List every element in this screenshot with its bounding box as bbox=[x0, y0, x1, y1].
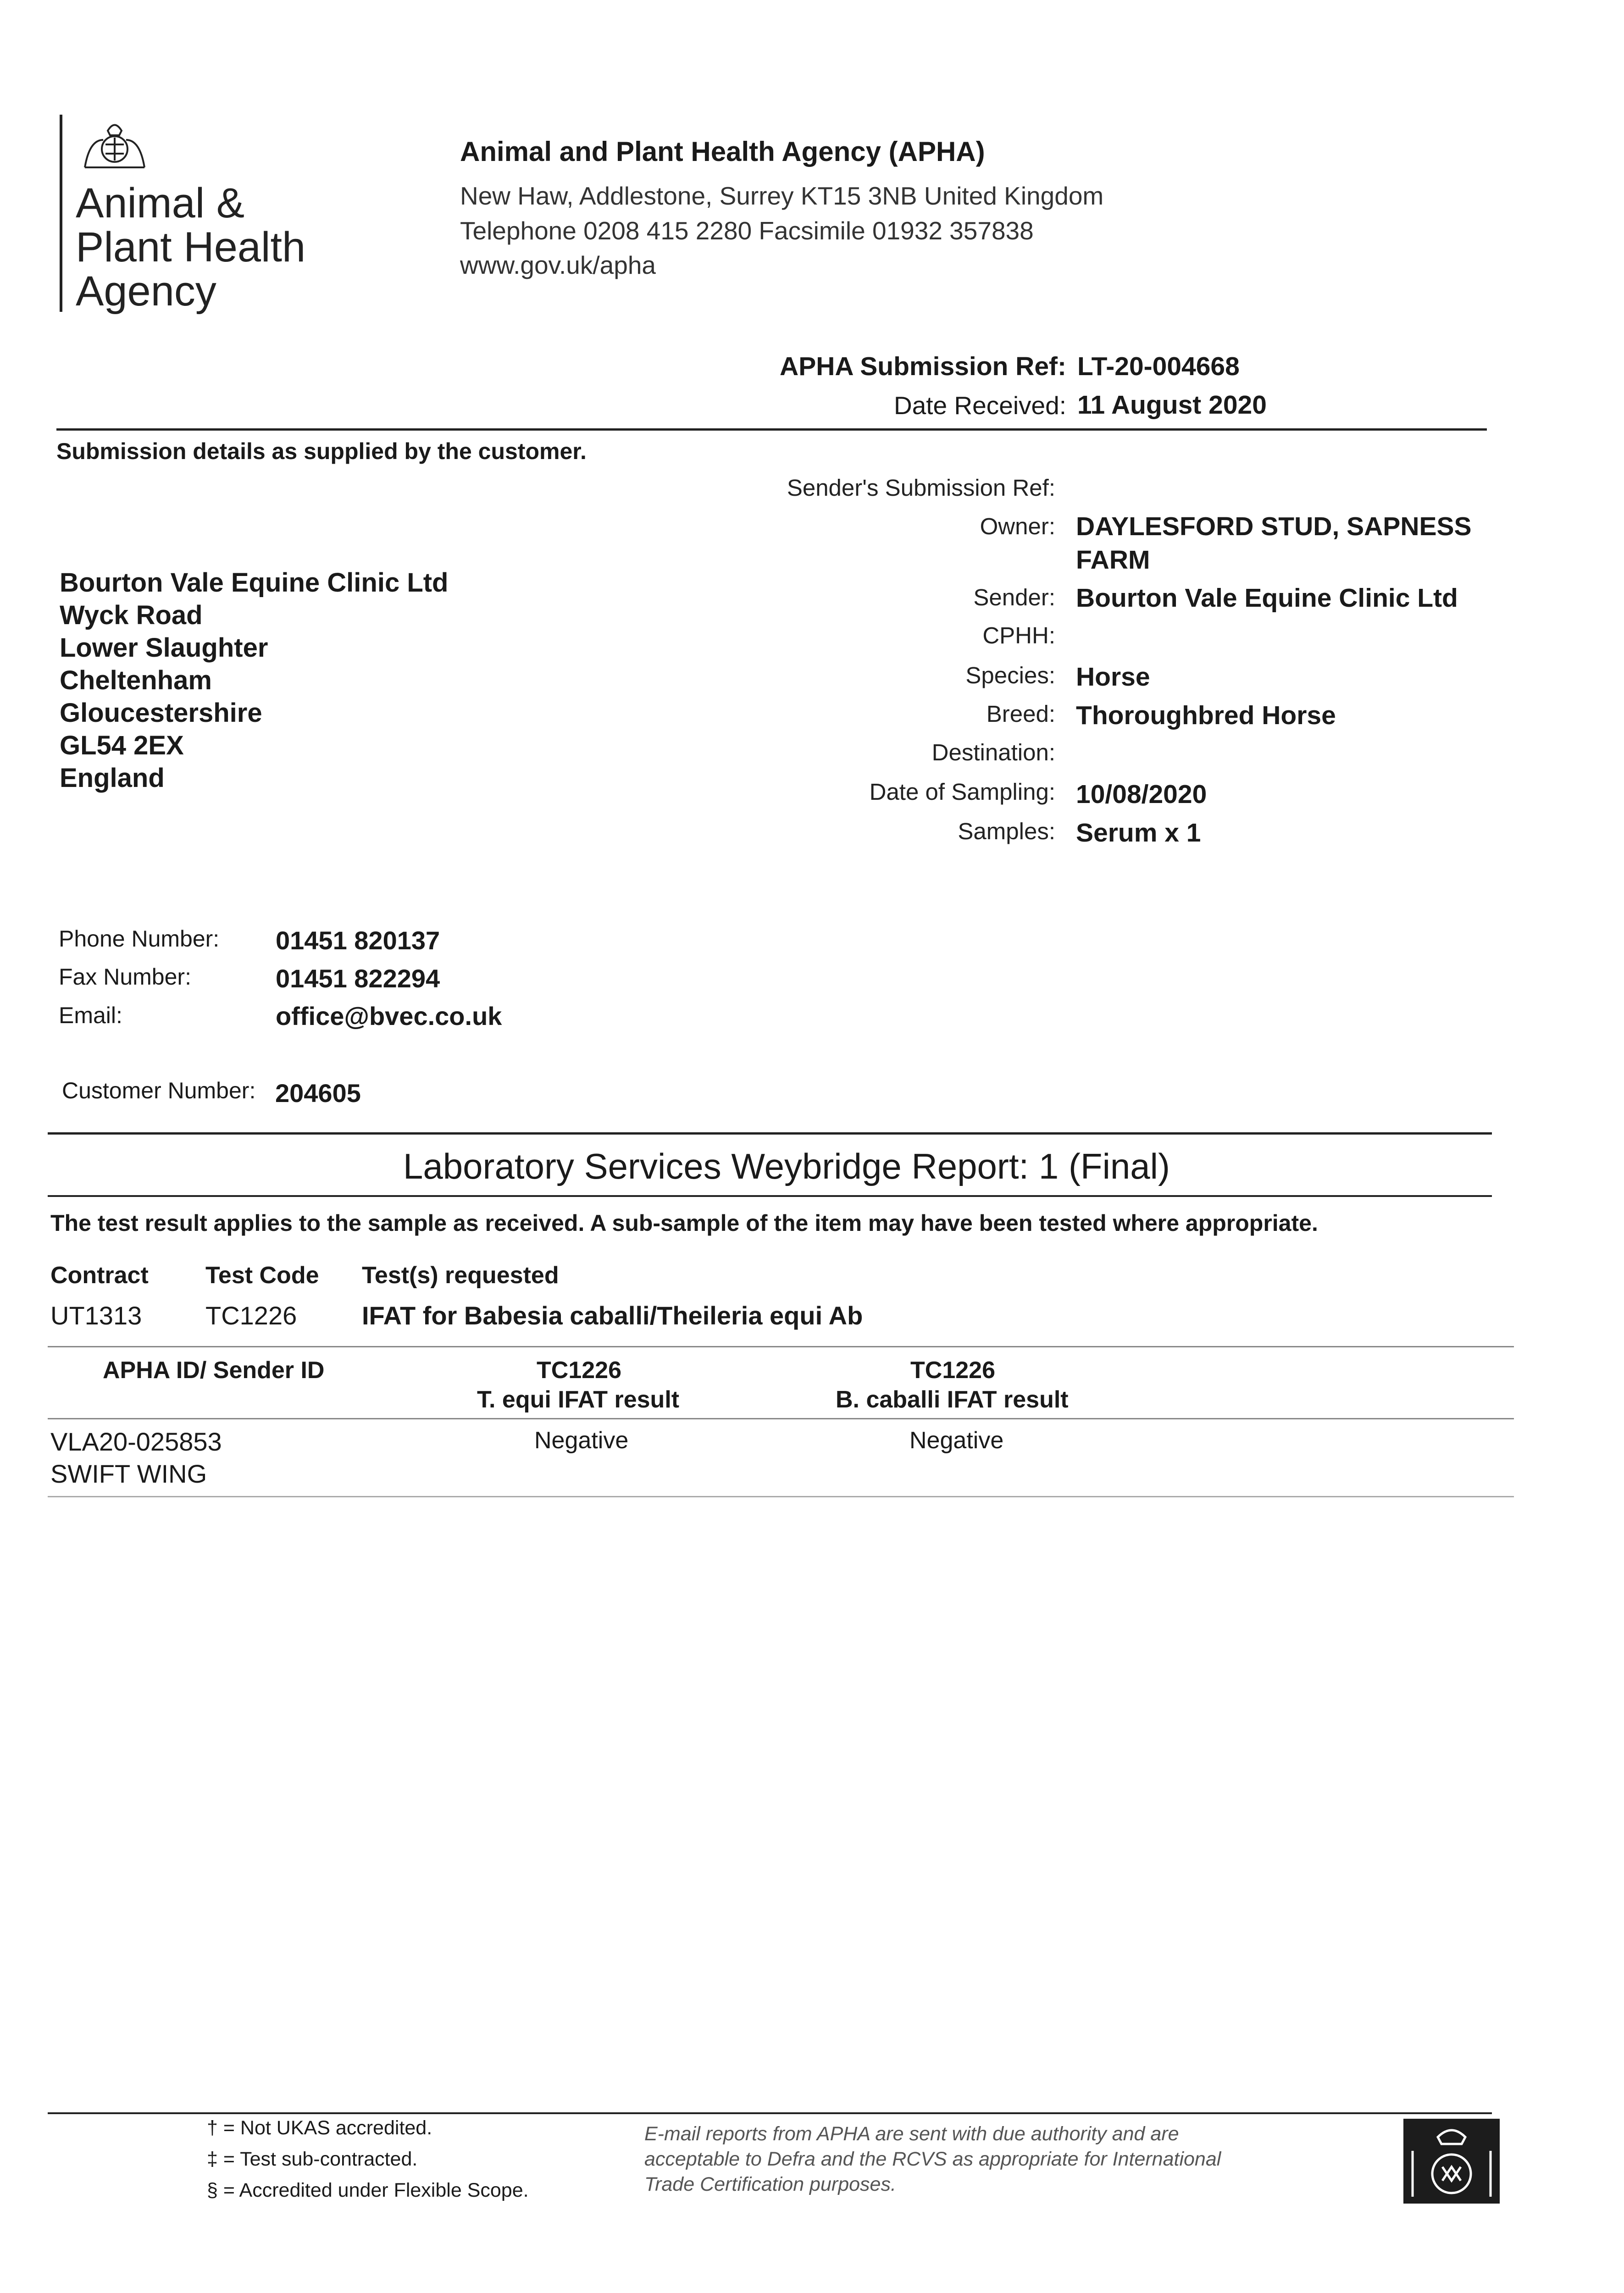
result-apha-id: VLA20-025853 bbox=[50, 1427, 222, 1456]
email-value: office@bvec.co.uk bbox=[276, 1002, 502, 1030]
results-col-bcaballi-code: TC1226 bbox=[910, 1357, 995, 1384]
address-line: Wyck Road bbox=[60, 600, 203, 630]
agency-address: New Haw, Addlestone, Surrey KT15 3NB United Kingdom bbox=[460, 182, 1104, 210]
address-line: England bbox=[60, 763, 165, 793]
fax-label: Fax Number: bbox=[59, 964, 191, 990]
email-label: Email: bbox=[59, 1002, 122, 1028]
customer-number-label: Customer Number: bbox=[62, 1078, 256, 1103]
address-line: Lower Slaughter bbox=[60, 633, 268, 663]
samples-label: Samples: bbox=[958, 818, 1055, 844]
address-line: Gloucestershire bbox=[60, 698, 262, 728]
footer-key-flexible-scope: § = Accredited under Flexible Scope. bbox=[207, 2179, 529, 2201]
agency-logo-text bbox=[76, 181, 305, 313]
date-received-label: Date Received: bbox=[893, 391, 1066, 420]
header-divider bbox=[56, 428, 1487, 431]
results-col-bcaballi-header: B. caballi IFAT result bbox=[836, 1386, 1069, 1413]
breed-label: Breed: bbox=[986, 701, 1055, 727]
phone-label: Phone Number: bbox=[59, 926, 220, 952]
results-col-id-header: APHA ID/ Sender ID bbox=[103, 1357, 325, 1384]
submission-note: Submission details as supplied by the customer. bbox=[56, 438, 587, 464]
result-bcaballi: Negative bbox=[909, 1427, 1004, 1454]
ukas-accreditation-icon bbox=[1403, 2119, 1500, 2204]
results-divider-top bbox=[48, 1346, 1514, 1347]
owner-value-1: DAYLESFORD STUD, SAPNESS bbox=[1076, 512, 1472, 541]
footer-key-subcontracted: ‡ = Test sub-contracted. bbox=[207, 2148, 418, 2170]
report-divider-top bbox=[48, 1132, 1492, 1135]
footer-note-line-1: E-mail reports from APHA are sent with due authority and are bbox=[644, 2123, 1179, 2145]
customer-address bbox=[60, 566, 449, 794]
sender-label: Sender: bbox=[973, 584, 1055, 610]
results-divider-mid bbox=[48, 1418, 1514, 1419]
date-received-value: 11 August 2020 bbox=[1077, 390, 1267, 420]
report-title: Laboratory Services Weybridge Report: 1 (Final) bbox=[403, 1146, 1170, 1186]
results-col-tequi-header: T. equi IFAT result bbox=[477, 1386, 680, 1413]
contract-header: Contract bbox=[50, 1262, 149, 1289]
royal-crest-icon bbox=[76, 117, 154, 177]
sampling-date-value: 10/08/2020 bbox=[1076, 780, 1207, 809]
test-code-header: Test Code bbox=[205, 1262, 319, 1289]
result-tequi: Negative bbox=[534, 1427, 629, 1454]
results-divider-bottom bbox=[48, 1496, 1514, 1497]
tests-requested-value: IFAT for Babesia caballi/Theileria equi Ab bbox=[362, 1301, 863, 1330]
footer-note-line-3: Trade Certification purposes. bbox=[644, 2173, 896, 2195]
logo-bar bbox=[60, 115, 62, 312]
samples-value: Serum x 1 bbox=[1076, 818, 1201, 847]
species-label: Species: bbox=[965, 662, 1055, 688]
footer-key-not-accredited: † = Not UKAS accredited. bbox=[207, 2117, 432, 2139]
species-value: Horse bbox=[1076, 662, 1150, 692]
result-sender-id: SWIFT WING bbox=[50, 1459, 207, 1488]
address-line: Cheltenham bbox=[60, 665, 212, 695]
address-line: GL54 2EX bbox=[60, 731, 184, 760]
owner-label: Owner: bbox=[980, 513, 1055, 539]
submission-ref-value: LT-20-004668 bbox=[1077, 352, 1240, 381]
agency-telephone: Telephone 0208 415 2280 Facsimile 01932 357838 bbox=[460, 216, 1034, 245]
sampling-date-label: Date of Sampling: bbox=[869, 779, 1055, 805]
logo-line-3: Agency bbox=[76, 268, 216, 315]
customer-number-value: 204605 bbox=[275, 1079, 361, 1108]
results-col-tequi-code: TC1226 bbox=[537, 1357, 621, 1384]
footer-divider bbox=[48, 2112, 1492, 2114]
senders-ref-label: Sender's Submission Ref: bbox=[787, 475, 1055, 501]
report-divider-bottom bbox=[48, 1195, 1492, 1197]
address-line: Bourton Vale Equine Clinic Ltd bbox=[60, 568, 449, 598]
owner-value-2: FARM bbox=[1076, 545, 1150, 575]
test-code-value: TC1226 bbox=[205, 1301, 297, 1330]
submission-ref-label: APHA Submission Ref: bbox=[780, 352, 1066, 381]
tests-requested-header: Test(s) requested bbox=[362, 1262, 559, 1289]
destination-label: Destination: bbox=[931, 739, 1055, 765]
fax-value: 01451 822294 bbox=[276, 964, 440, 993]
agency-website: www.gov.uk/apha bbox=[460, 251, 656, 279]
result-applies-note: The test result applies to the sample as received. A sub-sample of the item may have been tested where appropriate. bbox=[50, 1210, 1318, 1236]
breed-value: Thoroughbred Horse bbox=[1076, 701, 1336, 730]
agency-name: Animal and Plant Health Agency (APHA) bbox=[460, 136, 985, 167]
contract-value: UT1313 bbox=[50, 1301, 142, 1330]
cphh-label: CPHH: bbox=[982, 622, 1055, 648]
phone-value: 01451 820137 bbox=[276, 926, 440, 955]
logo-line-2: Plant Health bbox=[76, 224, 306, 271]
sender-value: Bourton Vale Equine Clinic Ltd bbox=[1076, 583, 1458, 613]
logo-line-1: Animal & bbox=[76, 180, 245, 227]
footer-note-line-2: acceptable to Defra and the RCVS as appropriate for International bbox=[644, 2148, 1221, 2170]
